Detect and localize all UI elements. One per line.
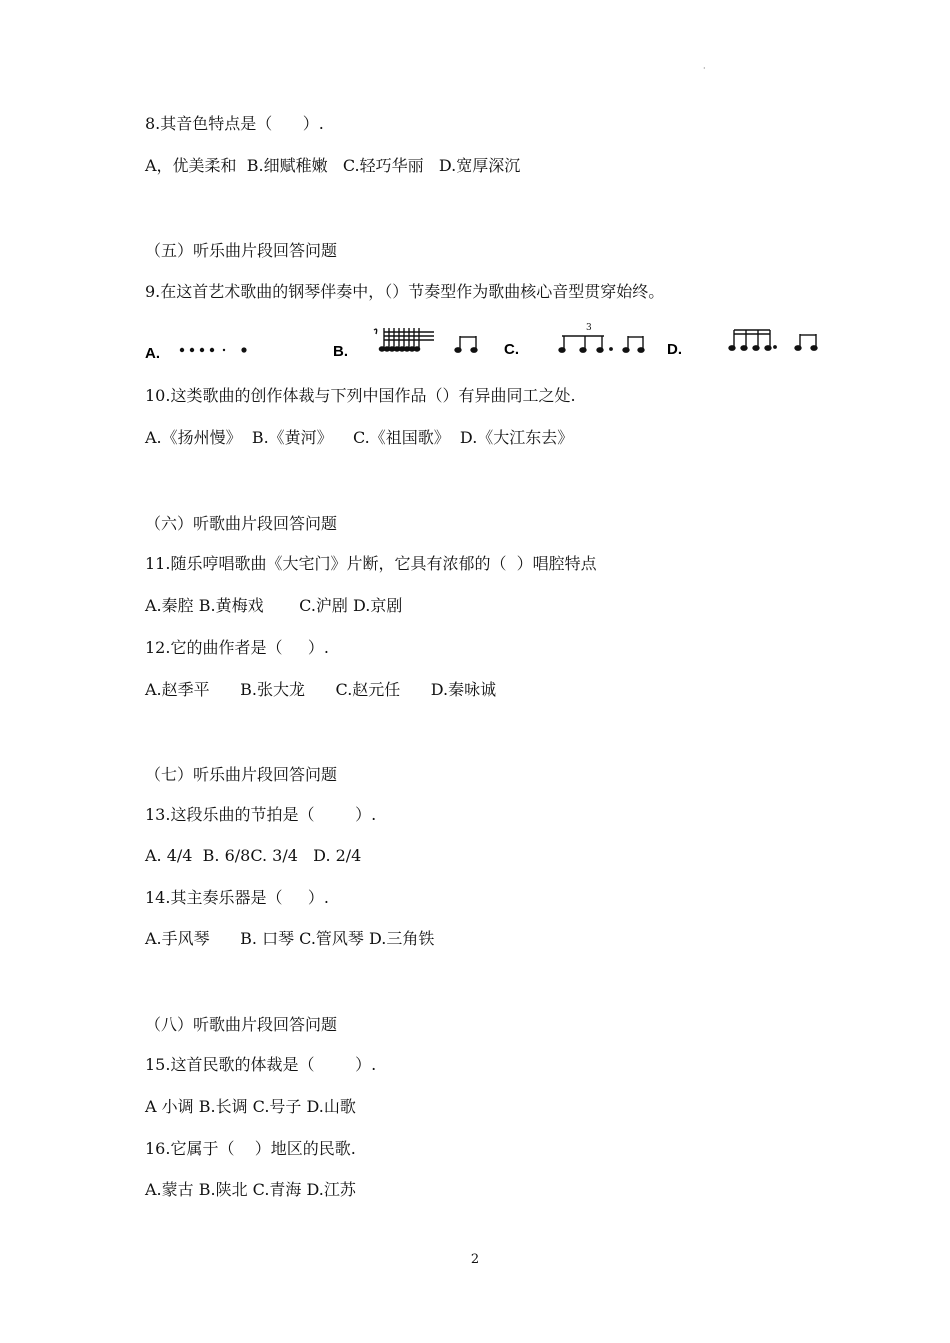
rhythm-option-d-label: D. bbox=[667, 341, 682, 358]
question-8: 8.其音色特点是（ ）. bbox=[145, 114, 324, 133]
options-8: A，优美柔和 B.细赋稚嫩 C.轻巧华丽 D.宽厚深沉 bbox=[145, 156, 521, 175]
options-16: A.蒙古 B.陕北 C.青海 D.江苏 bbox=[145, 1180, 356, 1199]
options-10: A.《扬州慢》 B.《黄河》 C.《祖国歌》 D.《大江东去》 bbox=[145, 428, 574, 447]
rhythm-options-figure bbox=[140, 318, 840, 368]
options-15: A 小调 B.长调 C.号子 D.山歌 bbox=[145, 1097, 356, 1116]
rhythm-option-a-label: A. bbox=[145, 345, 160, 362]
rhythm-option-c-notes bbox=[559, 323, 644, 352]
rhythm-option-d-notes bbox=[729, 330, 817, 350]
header-mark: · bbox=[703, 64, 706, 73]
rhythm-option-c-label: C. bbox=[504, 341, 519, 358]
section-8-heading: （八）听歌曲片段回答问题 bbox=[145, 1015, 338, 1034]
options-12: A.赵季平 B.张大龙 C.赵元任 D.秦咏诚 bbox=[145, 680, 497, 699]
question-9: 9.在这首艺术歌曲的钢琴伴奏中，（）节奏型作为歌曲核心音型贯穿始终。 bbox=[145, 282, 665, 301]
options-11: A.秦腔 B.黄梅戏 C.沪剧 D.京剧 bbox=[145, 596, 403, 615]
question-13: 13.这段乐曲的节拍是（ ）. bbox=[145, 805, 377, 824]
options-13: A. 4/4 B. 6/8C. 3/4 D. 2/4 bbox=[145, 846, 362, 865]
rhythm-option-b-label: B. bbox=[333, 343, 348, 360]
section-6-heading: （六）听歌曲片段回答问题 bbox=[145, 514, 338, 533]
rhythm-option-a-notes bbox=[180, 347, 247, 352]
section-5-heading: （五）听乐曲片段回答问题 bbox=[145, 241, 338, 260]
question-14: 14.其主奏乐器是（ ）. bbox=[145, 888, 329, 907]
question-10: 10.这类歌曲的创作体裁与下列中国作品（）有异曲同工之处. bbox=[145, 386, 576, 405]
page-number: 2 bbox=[470, 1252, 480, 1267]
options-14: A.手风琴 B. 口琴 C.管风琴 D.三角铁 bbox=[145, 929, 435, 948]
question-11: 11.随乐哼唱歌曲《大宅门》片断，它具有浓郁的（ ）唱腔特点 bbox=[145, 554, 597, 573]
question-15: 15.这首民歌的体裁是（ ）. bbox=[145, 1055, 377, 1074]
question-16: 16.它属于（ ）地区的民歌. bbox=[145, 1139, 356, 1158]
rhythm-option-b-notes bbox=[374, 328, 477, 352]
section-7-heading: （七）听乐曲片段回答问题 bbox=[145, 765, 338, 784]
question-12: 12.它的曲作者是（ ）. bbox=[145, 638, 329, 657]
rhythm-option-c-triplet: 3 bbox=[586, 323, 592, 333]
